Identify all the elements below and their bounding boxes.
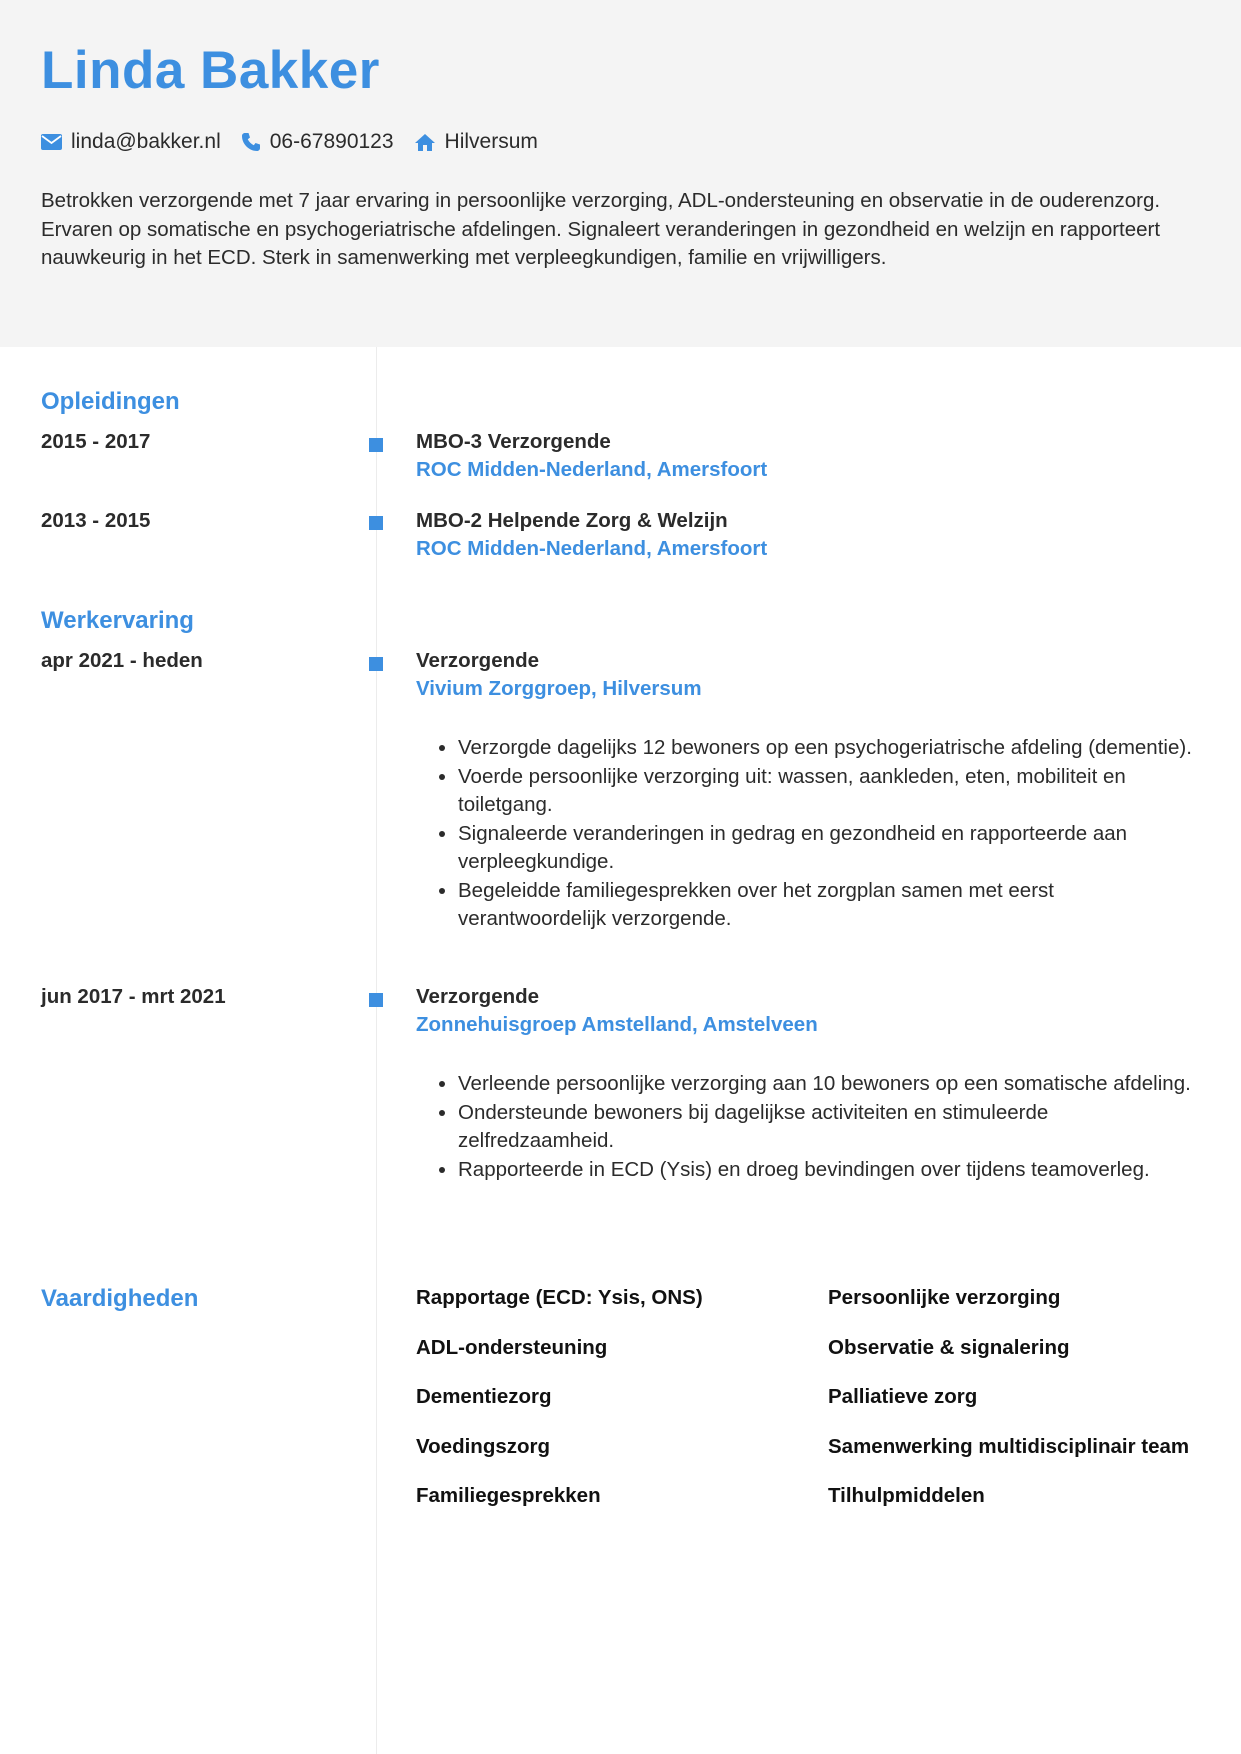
city-text: Hilversum xyxy=(444,130,538,153)
skill-item: Tilhulpmiddelen xyxy=(828,1484,985,1507)
list-item: • Verleende persoonlijke verzorging aan 10 bewoners op een somatische afdeling. xyxy=(458,1070,1196,1099)
phone-text: 06-67890123 xyxy=(269,130,394,153)
contact-info xyxy=(41,127,558,157)
achievement-list xyxy=(416,734,1196,934)
entry-institution: ROC Midden-Nederland, Amersfoort xyxy=(416,458,768,481)
skill-item: Persoonlijke verzorging xyxy=(828,1286,1061,1309)
section-title-skills: Vaardigheden xyxy=(41,1285,199,1312)
envelope-icon xyxy=(41,134,62,150)
header xyxy=(0,0,1241,347)
skill-item: Rapportage (ECD: Ysis, ONS) xyxy=(416,1286,703,1309)
list-item: • Voerde persoonlijke verzorging uit: wassen, aankleden, eten, mobiliteit en toiletgang. xyxy=(458,763,1196,820)
entry-title: MBO-2 Helpende Zorg & Welzijn xyxy=(416,509,728,532)
list-item: • Rapporteerde in ECD (Ysis) en droeg bevindingen over tijdens teamoverleg. xyxy=(458,1156,1196,1185)
list-item: • Begeleidde familiegesprekken over het zorgplan samen met eerst verantwoordelijk verzorgende. xyxy=(458,877,1196,934)
skill-item: Dementiezorg xyxy=(416,1385,552,1408)
entry-role: Verzorgende xyxy=(416,985,540,1008)
timeline-marker xyxy=(369,657,383,671)
timeline-marker xyxy=(369,993,383,1007)
entry-role: Verzorgende xyxy=(416,649,540,672)
home-icon xyxy=(414,133,436,152)
entry-employer: Vivium Zorggroep, Hilversum xyxy=(416,677,702,700)
list-item: • Ondersteunde bewoners bij dagelijkse activiteiten en stimuleerde zelfredzaamheid. xyxy=(458,1099,1196,1156)
entry-employer: Zonnehuisgroep Amstelland, Amstelveen xyxy=(416,1013,818,1036)
candidate-name: Linda Bakker xyxy=(41,41,380,100)
skill-item: Palliatieve zorg xyxy=(828,1385,978,1408)
entry-period: 2013 - 2015 xyxy=(41,509,151,532)
entry-period: apr 2021 - heden xyxy=(41,649,203,672)
achievement-list xyxy=(416,1070,1196,1184)
skill-item: Voedingszorg xyxy=(416,1434,551,1458)
entry-title: MBO-3 Verzorgende xyxy=(416,430,611,453)
entry-period: jun 2017 - mrt 2021 xyxy=(41,985,226,1008)
skill-item: Observatie & signalering xyxy=(828,1335,1070,1359)
skill-item: Samenwerking multidisciplinair team xyxy=(828,1434,1190,1458)
skills-list-right xyxy=(828,1284,1208,1532)
email-contact[interactable] xyxy=(41,130,221,154)
skill-item: ADL-ondersteuning xyxy=(416,1335,608,1359)
section-title-education: Opleidingen xyxy=(41,388,180,415)
city-contact xyxy=(414,130,538,154)
skill-item: Familiegesprekken xyxy=(416,1484,601,1507)
list-item: • Verzorgde dagelijks 12 bewoners op een psychogeriatrische afdeling (dementie). xyxy=(458,734,1196,763)
timeline-marker xyxy=(369,438,383,452)
skills-list-left xyxy=(416,1284,796,1532)
entry-institution: ROC Midden-Nederland, Amersfoort xyxy=(416,537,768,560)
profile-summary: Betrokken verzorgende met 7 jaar ervaring in persoonlijke verzorging, ADL-ondersteuning en observatie in de ouderenzorg. Ervaren op somatische en psychogeriatrische afdelingen. Signaleert veranderingen in gezondheid en welzijn en rapporteert nauwkeurig in het ECD. Sterk in samenwerking met verpleegkundigen, familie en vrijwilligers. xyxy=(41,189,1161,269)
email-text: linda@bakker.nl xyxy=(71,130,221,153)
timeline-marker xyxy=(369,516,383,530)
phone-icon xyxy=(241,132,261,152)
timeline-divider xyxy=(376,347,377,1754)
list-item: • Signaleerde veranderingen in gedrag en gezondheid en rapporteerde aan verpleegkundige. xyxy=(458,820,1196,877)
section-title-experience: Werkervaring xyxy=(41,607,194,634)
phone-contact[interactable] xyxy=(241,130,394,154)
entry-period: 2015 - 2017 xyxy=(41,430,151,453)
